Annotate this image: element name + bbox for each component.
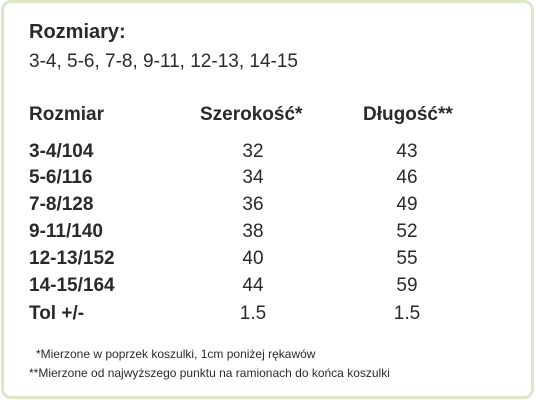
table-row [0, 167, 536, 193]
row-length: 49 [396, 194, 418, 215]
row-length: 52 [396, 221, 418, 242]
row-size: 14-15/164 [29, 275, 115, 296]
sizes-heading: Rozmiary: [29, 21, 126, 43]
row-width: 44 [242, 275, 264, 296]
row-width: 38 [242, 221, 264, 242]
row-width: 34 [242, 167, 264, 188]
header-length: Długość** [363, 104, 453, 125]
footnote-width: *Mierzone w poprzek koszulki, 1cm poniżej rękawów [36, 347, 316, 361]
table-row [0, 194, 536, 220]
table-row [0, 141, 536, 167]
sizes-list: 3-4, 5-6, 7-8, 9-11, 12-13, 14-15 [29, 51, 298, 72]
row-size: 12-13/152 [29, 248, 115, 269]
row-width: 32 [242, 141, 264, 162]
header-width: Szerokość* [200, 104, 303, 125]
row-width: 1.5 [239, 303, 267, 324]
table-row [0, 303, 536, 329]
row-length: 59 [396, 275, 418, 296]
row-length: 55 [396, 248, 418, 269]
row-size: 5-6/116 [29, 167, 93, 188]
row-width: 36 [242, 194, 264, 215]
row-length: 43 [396, 141, 418, 162]
row-width: 40 [242, 248, 264, 269]
row-size: Tol +/- [29, 303, 85, 324]
footnote-length: **Mierzone od najwyższego punktu na ramionach do końca koszulki [29, 366, 390, 380]
row-length: 1.5 [393, 303, 421, 324]
table-row [0, 248, 536, 274]
row-size: 9-11/140 [29, 221, 103, 242]
table-row [0, 275, 536, 301]
row-size: 7-8/128 [29, 194, 94, 215]
header-size: Rozmiar [29, 104, 104, 125]
row-length: 46 [396, 167, 418, 188]
row-size: 3-4/104 [29, 141, 94, 162]
table-row [0, 221, 536, 247]
